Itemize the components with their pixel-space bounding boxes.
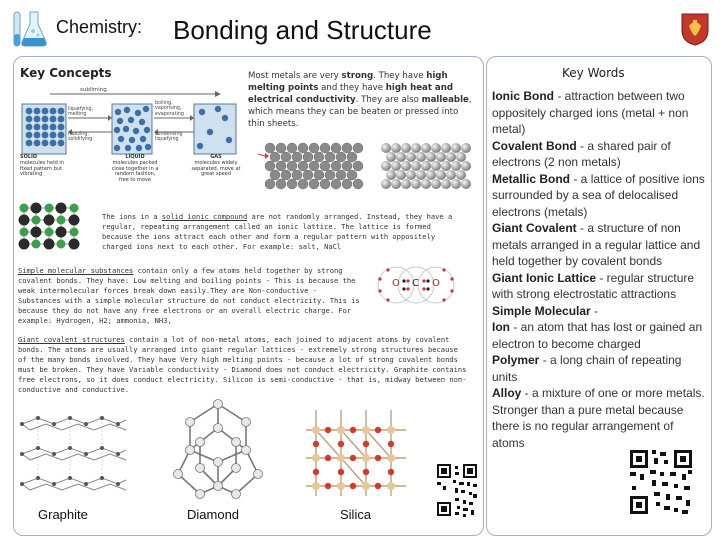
key-word-definition: -: [590, 303, 599, 318]
lab-flask-icon: [8, 4, 52, 50]
ionic-lattice-image: [18, 200, 80, 256]
melting-label: liquefying, melting: [68, 107, 94, 118]
key-words-heading: Key Words: [562, 66, 625, 80]
key-words-list: [492, 88, 706, 451]
key-word-item: [492, 172, 705, 219]
silica-structure-image: [296, 400, 416, 504]
diamond-structure-image: [170, 398, 266, 504]
gas-caption: [190, 155, 242, 178]
key-concepts-heading: Key Concepts: [20, 66, 112, 80]
key-word-term: Giant Covalent: [492, 221, 577, 235]
diamond-caption: Diamond: [187, 507, 240, 522]
liquid-desc: molecules packed close together in a random fashion, free to move: [111, 159, 159, 184]
key-word-item: [492, 386, 705, 450]
simple-molecular-rest: contain only a few atoms held together by strong covalent bonds. They have: Low melting and boiling points - This is because the weak intermolecular forces break down easily.They are Non-conductive - Substances with a simple molecular structure do not conduct electricity. This is because they do not have any free electrons or an overall electric charge. For example: Hydrogen, H2; ammonia, NH3,: [18, 266, 360, 325]
subliming-label: subliming: [80, 87, 107, 93]
metals-text-1: Most metals are very: [248, 71, 342, 81]
key-word-term: Ionic Bond: [492, 89, 554, 103]
metals-bold-2: high melting points: [248, 71, 448, 93]
graphite-caption: Graphite: [38, 507, 88, 522]
key-word-definition: - attraction between two oppositely charged ions (metal + non metal): [492, 89, 689, 136]
giant-covalent-paragraph: [18, 335, 468, 395]
key-word-item: [492, 221, 700, 268]
ionic-rest: are not randomly arranged. Instead, they have a regular, repeating arrangement called an ionic lattice. The lattice is formed because the ions attract each other and form a regular pattern with oppositely charged ions next to each other. For example: salt, NaCl: [102, 212, 453, 251]
oxygen-label-left: O: [392, 278, 400, 289]
boiling-label: boiling, vaporising, evaporating: [155, 101, 184, 117]
key-word-term: Ion: [492, 320, 510, 334]
metal-block-image: [378, 128, 474, 196]
key-word-item: [492, 353, 681, 384]
qr-code-left[interactable]: [433, 458, 481, 522]
metals-text-5: , which means they can be beaten or pressed into thin sheets.: [248, 95, 472, 129]
metals-text-3: and they have: [318, 83, 386, 93]
ionic-link: solid ionic compound: [161, 212, 248, 221]
key-word-item: [492, 320, 702, 351]
ionic-pre: The ions in a: [102, 212, 162, 221]
silica-caption: Silica: [340, 507, 372, 522]
liquid-title: LIQUID: [125, 154, 145, 160]
metals-bold-1: strong: [341, 71, 374, 81]
key-word-item: [492, 139, 671, 170]
metallic-lattice-image: [256, 140, 366, 196]
carbon-label: C: [412, 278, 419, 289]
key-word-definition: - regular structure with strong electrostatic attractions: [492, 270, 695, 301]
key-word-definition: - a mixture of one or more metals. Stronger than a pure metal because there is no regular arrangement of atoms: [492, 386, 705, 450]
key-word-definition: - a structure of non metals arranged in a regular lattice and held together by covalent bonds: [492, 221, 701, 268]
solid-desc: molecules held in fixed pattern but vibrating: [20, 159, 64, 178]
key-word-item: [492, 304, 598, 318]
key-word-item: [492, 89, 688, 136]
key-word-term: Simple Molecular: [492, 303, 591, 318]
page-title: Bonding and Structure: [173, 15, 432, 45]
metals-bold-4: malleable: [421, 95, 469, 105]
school-crest-icon: [680, 12, 710, 46]
oxygen-label-right: O: [432, 278, 440, 289]
solid-block: [22, 104, 66, 154]
freezing-label: freezing, solidifying: [68, 132, 93, 143]
liquid-caption: [109, 155, 161, 184]
giant-covalent-rest: contain a lot of non-metal atoms, each joined to adjacent atoms by covalent bonds. The atoms are usually arranged into giant regular lattices - extremely strong structures because of the many bonds involved. They have Very high melting points - because a lot of strong covalent bonds must be broken. They have Variable conductivity - Diamond does not conduct electricity. Graphite contains free electrons, so it does conduct electricity. Silicon is semi-conductive - that is, midway between non-conductive and conductive.: [18, 335, 467, 394]
key-word-term: Covalent Bond: [492, 138, 577, 153]
key-word-term: Metallic Bond: [492, 171, 571, 186]
simple-molecular-paragraph: [18, 266, 360, 326]
metals-text-2: . They have: [373, 71, 427, 81]
condensing-label: condensing liquefying: [155, 132, 183, 143]
simple-molecular-link: Simple molecular substances: [18, 266, 134, 275]
key-word-definition: - a shared pair of electrons (2 non metals): [492, 138, 671, 169]
key-word-term: Alloy: [492, 386, 522, 400]
gas-desc: molecules widely separated, move at great speed: [191, 159, 241, 178]
key-word-item: [492, 271, 694, 302]
qr-code-right[interactable]: [626, 446, 696, 518]
metals-paragraph: [248, 70, 474, 130]
gas-block: [194, 104, 236, 154]
key-word-definition: - a lattice of positive ions surrounded by a sea of delocalised electrons (metals): [492, 171, 705, 219]
graphite-structure-image: [18, 404, 130, 500]
key-word-definition: - an atom that has lost or gained an electron to become charged: [492, 320, 703, 351]
key-word-term: Polymer: [492, 353, 540, 367]
liquid-block: [112, 104, 152, 154]
metals-bold-3: high heat and electrical conductivity: [248, 83, 454, 105]
key-word-term: Giant Ionic Lattice: [492, 270, 597, 285]
solid-caption: [20, 155, 70, 178]
key-word-definition: - a long chain of repeating units: [492, 353, 682, 384]
giant-covalent-link: Giant covalent structures: [18, 335, 125, 344]
title-prefix: Chemistry:: [56, 17, 143, 37]
metals-text-4: . They are also: [355, 95, 422, 105]
ionic-paragraph: [102, 212, 458, 252]
gas-title: GAS: [210, 154, 222, 160]
solid-title: SOLID: [20, 154, 38, 160]
